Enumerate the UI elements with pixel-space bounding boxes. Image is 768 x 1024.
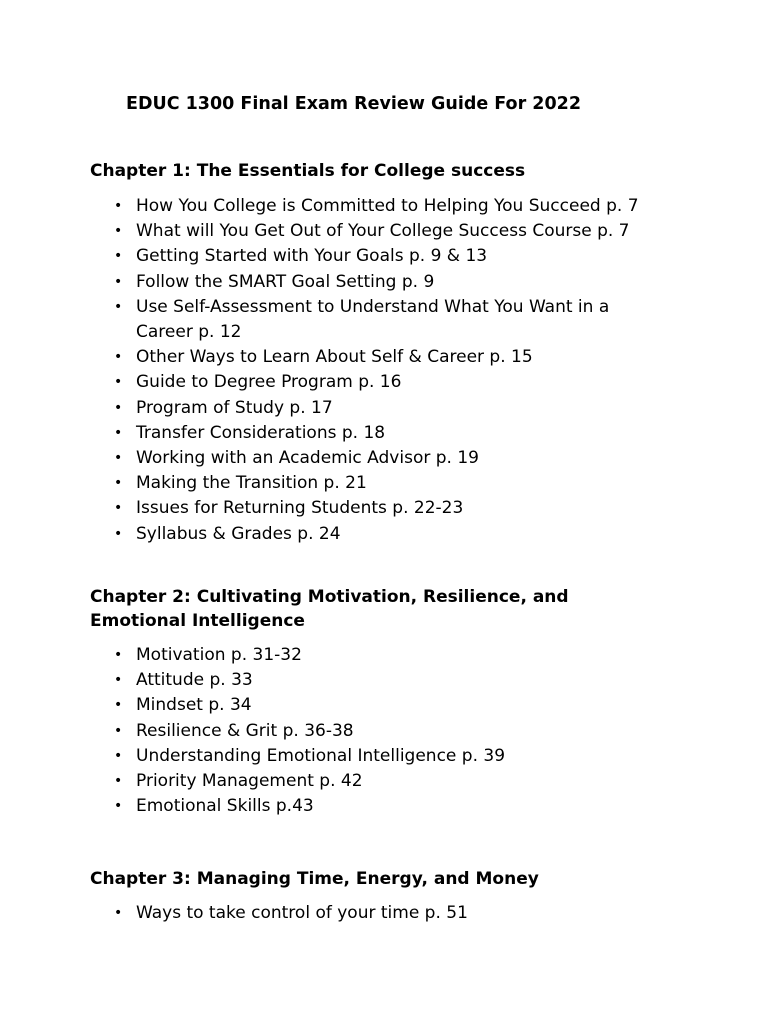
list-item: • Other Ways to Learn About Self & Career p. 15	[114, 345, 674, 370]
list-item: • Follow the SMART Goal Setting p. 9	[114, 270, 674, 295]
list-item: • Emotional Skills p.43	[114, 794, 674, 819]
chapter-1-topic-list	[114, 194, 674, 547]
list-item: • Priority Management p. 42	[114, 769, 674, 794]
list-item: • Use Self-Assessment to Understand What You Want in a Career p. 12	[114, 295, 674, 345]
document-title: EDUC 1300 Final Exam Review Guide For 2022	[126, 94, 581, 114]
list-item: • Motivation p. 31-32	[114, 643, 674, 668]
list-item: • How You College is Committed to Helping You Succeed p. 7	[114, 194, 674, 219]
list-item: • Working with an Academic Advisor p. 19	[114, 446, 674, 471]
list-item: • Attitude p. 33	[114, 668, 674, 693]
list-item: • Syllabus & Grades p. 24	[114, 522, 674, 547]
list-item: • Issues for Returning Students p. 22-23	[114, 496, 674, 521]
list-item: • Transfer Considerations p. 18	[114, 421, 674, 446]
list-item: • Resilience & Grit p. 36-38	[114, 719, 674, 744]
list-item: • Ways to take control of your time p. 51	[114, 901, 674, 926]
chapter-1-heading: Chapter 1: The Essentials for College success	[90, 161, 526, 181]
chapter-2-heading: Chapter 2: Cultivating Motivation, Resilience, and Emotional Intelligence	[90, 587, 569, 631]
list-item: • Understanding Emotional Intelligence p. 39	[114, 744, 674, 769]
chapter-3-heading: Chapter 3: Managing Time, Energy, and Money	[90, 869, 539, 889]
list-item: • Making the Transition p. 21	[114, 471, 674, 496]
list-item: • Program of Study p. 17	[114, 396, 674, 421]
list-item: • Mindset p. 34	[114, 693, 674, 718]
list-item: • Guide to Degree Program p. 16	[114, 370, 674, 395]
list-item: • Getting Started with Your Goals p. 9 & 13	[114, 244, 674, 269]
chapter-3-topic-list	[114, 901, 674, 926]
list-item: • What will You Get Out of Your College Success Course p. 7	[114, 219, 674, 244]
chapter-2-topic-list	[114, 643, 674, 819]
